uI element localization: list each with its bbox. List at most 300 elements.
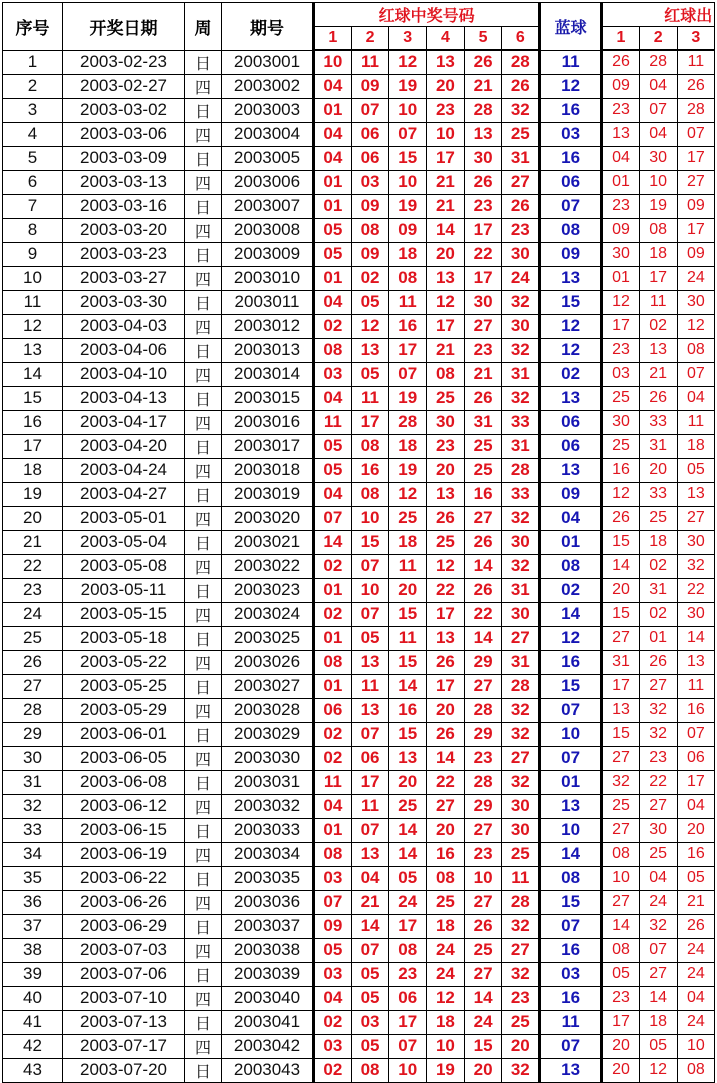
red-ball-cell: 30 [502, 530, 540, 554]
red-ball-cell: 14 [464, 986, 502, 1010]
weekday-cell: 四 [185, 362, 222, 386]
red-out-cell: 20 [602, 578, 640, 602]
red-out-cell: 14 [677, 626, 715, 650]
red-ball-cell: 18 [427, 1010, 465, 1034]
header-red-col-5: 5 [464, 27, 502, 51]
red-ball-cell: 05 [314, 458, 352, 482]
seq-cell: 14 [3, 362, 63, 386]
red-ball-cell: 04 [314, 482, 352, 506]
red-ball-cell: 15 [389, 722, 427, 746]
red-ball-cell: 11 [502, 866, 540, 890]
red-ball-cell: 14 [427, 746, 465, 770]
red-ball-cell: 13 [351, 338, 389, 362]
red-ball-cell: 28 [502, 674, 540, 698]
header-week: 周 [185, 3, 222, 51]
blue-ball-cell: 01 [540, 530, 602, 554]
red-ball-cell: 08 [351, 1058, 389, 1082]
date-cell: 2003-04-17 [63, 410, 185, 434]
red-out-cell: 14 [602, 554, 640, 578]
weekday-cell: 日 [185, 242, 222, 266]
date-cell: 2003-04-27 [63, 482, 185, 506]
table-row [3, 362, 715, 386]
weekday-cell: 四 [185, 122, 222, 146]
red-ball-cell: 23 [427, 98, 465, 122]
table-row [3, 98, 715, 122]
red-ball-cell: 32 [502, 506, 540, 530]
red-ball-cell: 13 [351, 842, 389, 866]
blue-ball-cell: 16 [540, 146, 602, 170]
red-ball-cell: 16 [389, 698, 427, 722]
red-ball-cell: 30 [502, 794, 540, 818]
red-ball-cell: 13 [427, 626, 465, 650]
red-ball-cell: 05 [389, 866, 427, 890]
seq-cell: 18 [3, 458, 63, 482]
red-ball-cell: 32 [502, 698, 540, 722]
date-cell: 2003-05-01 [63, 506, 185, 530]
red-out-cell: 23 [639, 746, 677, 770]
red-out-cell: 12 [677, 314, 715, 338]
red-ball-cell: 14 [314, 530, 352, 554]
blue-ball-cell: 03 [540, 122, 602, 146]
blue-ball-cell: 14 [540, 602, 602, 626]
seq-cell: 10 [3, 266, 63, 290]
red-ball-cell: 28 [464, 698, 502, 722]
red-ball-cell: 10 [351, 578, 389, 602]
table-row [3, 146, 715, 170]
issue-cell: 2003039 [222, 962, 314, 986]
red-ball-cell: 05 [351, 962, 389, 986]
red-ball-cell: 10 [351, 506, 389, 530]
blue-ball-cell: 12 [540, 74, 602, 98]
blue-ball-cell: 11 [540, 50, 602, 74]
red-ball-cell: 10 [427, 122, 465, 146]
blue-ball-cell: 09 [540, 242, 602, 266]
red-ball-cell: 17 [389, 338, 427, 362]
red-out-cell: 16 [677, 842, 715, 866]
weekday-cell: 日 [185, 434, 222, 458]
issue-cell: 2003025 [222, 626, 314, 650]
red-ball-cell: 25 [464, 434, 502, 458]
red-out-cell: 02 [639, 314, 677, 338]
red-ball-cell: 20 [427, 458, 465, 482]
table-row [3, 1010, 715, 1034]
issue-cell: 2003029 [222, 722, 314, 746]
red-ball-cell: 08 [314, 842, 352, 866]
seq-cell: 7 [3, 194, 63, 218]
red-out-cell: 04 [639, 866, 677, 890]
red-ball-cell: 20 [427, 818, 465, 842]
red-ball-cell: 27 [502, 170, 540, 194]
red-ball-cell: 32 [502, 914, 540, 938]
red-ball-cell: 08 [427, 362, 465, 386]
red-ball-cell: 01 [314, 674, 352, 698]
red-ball-cell: 03 [314, 1034, 352, 1058]
red-ball-cell: 03 [351, 1010, 389, 1034]
red-ball-cell: 18 [389, 434, 427, 458]
red-ball-cell: 04 [314, 290, 352, 314]
red-out-cell: 27 [602, 818, 640, 842]
red-ball-cell: 16 [464, 482, 502, 506]
red-ball-cell: 01 [314, 170, 352, 194]
issue-cell: 2003032 [222, 794, 314, 818]
red-ball-cell: 25 [502, 1010, 540, 1034]
table-row [3, 434, 715, 458]
red-ball-cell: 02 [314, 1010, 352, 1034]
red-ball-cell: 21 [427, 338, 465, 362]
red-ball-cell: 01 [314, 818, 352, 842]
red-ball-cell: 16 [351, 458, 389, 482]
red-out-cell: 27 [677, 170, 715, 194]
red-ball-cell: 14 [389, 818, 427, 842]
red-ball-cell: 28 [502, 458, 540, 482]
red-ball-cell: 33 [502, 482, 540, 506]
red-out-cell: 11 [639, 290, 677, 314]
red-ball-cell: 07 [351, 602, 389, 626]
table-row [3, 1034, 715, 1058]
header-red-col-1: 1 [314, 27, 352, 51]
date-cell: 2003-04-24 [63, 458, 185, 482]
red-ball-cell: 23 [427, 434, 465, 458]
red-ball-cell: 05 [314, 938, 352, 962]
red-ball-cell: 12 [389, 482, 427, 506]
table-row [3, 290, 715, 314]
date-cell: 2003-07-10 [63, 986, 185, 1010]
red-ball-cell: 13 [427, 482, 465, 506]
red-ball-cell: 26 [464, 578, 502, 602]
red-out-cell: 25 [639, 506, 677, 530]
table-row [3, 674, 715, 698]
issue-cell: 2003020 [222, 506, 314, 530]
weekday-cell: 日 [185, 482, 222, 506]
date-cell: 2003-03-30 [63, 290, 185, 314]
red-ball-cell: 20 [427, 242, 465, 266]
date-cell: 2003-03-13 [63, 170, 185, 194]
weekday-cell: 四 [185, 410, 222, 434]
seq-cell: 8 [3, 218, 63, 242]
red-ball-cell: 07 [351, 818, 389, 842]
seq-cell: 3 [3, 98, 63, 122]
red-out-cell: 14 [639, 986, 677, 1010]
weekday-cell: 日 [185, 194, 222, 218]
red-ball-cell: 15 [389, 650, 427, 674]
issue-cell: 2003018 [222, 458, 314, 482]
red-out-cell: 12 [602, 290, 640, 314]
issue-cell: 2003004 [222, 122, 314, 146]
red-ball-cell: 29 [464, 794, 502, 818]
red-ball-cell: 32 [502, 1058, 540, 1082]
red-out-cell: 28 [639, 50, 677, 74]
red-out-cell: 26 [677, 914, 715, 938]
blue-ball-cell: 04 [540, 506, 602, 530]
seq-cell: 19 [3, 482, 63, 506]
table-row [3, 722, 715, 746]
red-ball-cell: 13 [427, 50, 465, 74]
red-out-cell: 26 [602, 506, 640, 530]
red-ball-cell: 26 [502, 194, 540, 218]
red-ball-cell: 07 [314, 506, 352, 530]
red-out-cell: 04 [677, 794, 715, 818]
header-red-group: 红球中奖号码 [314, 3, 540, 27]
red-out-cell: 11 [677, 410, 715, 434]
red-ball-cell: 10 [389, 170, 427, 194]
weekday-cell: 四 [185, 74, 222, 98]
header-date: 开奖日期 [63, 3, 185, 51]
date-cell: 2003-03-20 [63, 218, 185, 242]
red-out-cell: 32 [602, 770, 640, 794]
red-out-cell: 17 [677, 770, 715, 794]
blue-ball-cell: 02 [540, 362, 602, 386]
seq-cell: 23 [3, 578, 63, 602]
red-ball-cell: 22 [464, 602, 502, 626]
issue-cell: 2003036 [222, 890, 314, 914]
red-ball-cell: 02 [314, 722, 352, 746]
red-ball-cell: 04 [314, 386, 352, 410]
header-out-group: 红球出 [602, 3, 715, 27]
red-out-cell: 27 [602, 890, 640, 914]
red-ball-cell: 17 [464, 266, 502, 290]
weekday-cell: 四 [185, 1034, 222, 1058]
weekday-cell: 日 [185, 146, 222, 170]
issue-cell: 2003001 [222, 50, 314, 74]
red-ball-cell: 04 [314, 74, 352, 98]
red-out-cell: 05 [602, 962, 640, 986]
red-ball-cell: 17 [427, 602, 465, 626]
table-row [3, 554, 715, 578]
issue-cell: 2003031 [222, 770, 314, 794]
date-cell: 2003-05-04 [63, 530, 185, 554]
red-ball-cell: 06 [351, 122, 389, 146]
date-cell: 2003-05-08 [63, 554, 185, 578]
red-ball-cell: 04 [314, 986, 352, 1010]
table-row [3, 314, 715, 338]
seq-cell: 39 [3, 962, 63, 986]
blue-ball-cell: 07 [540, 746, 602, 770]
red-ball-cell: 32 [502, 554, 540, 578]
red-ball-cell: 30 [427, 410, 465, 434]
red-ball-cell: 23 [464, 194, 502, 218]
red-ball-cell: 15 [351, 530, 389, 554]
date-cell: 2003-07-03 [63, 938, 185, 962]
red-ball-cell: 23 [464, 842, 502, 866]
blue-ball-cell: 16 [540, 98, 602, 122]
date-cell: 2003-05-18 [63, 626, 185, 650]
red-ball-cell: 32 [502, 770, 540, 794]
weekday-cell: 日 [185, 50, 222, 74]
table-row [3, 482, 715, 506]
date-cell: 2003-02-23 [63, 50, 185, 74]
issue-cell: 2003003 [222, 98, 314, 122]
red-ball-cell: 07 [351, 98, 389, 122]
red-ball-cell: 33 [502, 410, 540, 434]
red-ball-cell: 32 [502, 338, 540, 362]
weekday-cell: 日 [185, 530, 222, 554]
date-cell: 2003-03-16 [63, 194, 185, 218]
red-out-cell: 20 [677, 818, 715, 842]
table-row [3, 266, 715, 290]
red-ball-cell: 14 [389, 674, 427, 698]
seq-cell: 33 [3, 818, 63, 842]
weekday-cell: 四 [185, 698, 222, 722]
blue-ball-cell: 07 [540, 1034, 602, 1058]
red-ball-cell: 28 [502, 50, 540, 74]
weekday-cell: 四 [185, 266, 222, 290]
weekday-cell: 日 [185, 386, 222, 410]
red-ball-cell: 27 [464, 506, 502, 530]
red-ball-cell: 10 [389, 1058, 427, 1082]
red-ball-cell: 02 [314, 1058, 352, 1082]
issue-cell: 2003021 [222, 530, 314, 554]
red-out-cell: 04 [602, 146, 640, 170]
seq-cell: 17 [3, 434, 63, 458]
red-ball-cell: 26 [464, 914, 502, 938]
red-out-cell: 09 [677, 194, 715, 218]
red-ball-cell: 07 [389, 1034, 427, 1058]
red-ball-cell: 01 [314, 98, 352, 122]
table-row [3, 962, 715, 986]
red-ball-cell: 25 [464, 938, 502, 962]
red-ball-cell: 01 [314, 194, 352, 218]
seq-cell: 37 [3, 914, 63, 938]
red-ball-cell: 06 [351, 146, 389, 170]
red-ball-cell: 01 [314, 266, 352, 290]
red-out-cell: 30 [677, 290, 715, 314]
red-out-cell: 22 [677, 578, 715, 602]
table-row [3, 506, 715, 530]
seq-cell: 12 [3, 314, 63, 338]
red-out-cell: 23 [602, 986, 640, 1010]
blue-ball-cell: 16 [540, 986, 602, 1010]
seq-cell: 40 [3, 986, 63, 1010]
red-ball-cell: 14 [351, 914, 389, 938]
seq-cell: 42 [3, 1034, 63, 1058]
red-ball-cell: 11 [389, 554, 427, 578]
blue-ball-cell: 13 [540, 458, 602, 482]
red-out-cell: 33 [639, 482, 677, 506]
table-row [3, 1058, 715, 1082]
issue-cell: 2003015 [222, 386, 314, 410]
seq-cell: 9 [3, 242, 63, 266]
red-out-cell: 25 [639, 842, 677, 866]
header-issue: 期号 [222, 3, 314, 51]
red-ball-cell: 17 [389, 914, 427, 938]
issue-cell: 2003040 [222, 986, 314, 1010]
weekday-cell: 日 [185, 674, 222, 698]
red-ball-cell: 27 [502, 626, 540, 650]
red-ball-cell: 22 [427, 578, 465, 602]
blue-ball-cell: 13 [540, 266, 602, 290]
seq-cell: 41 [3, 1010, 63, 1034]
red-ball-cell: 11 [389, 290, 427, 314]
header-out-col-2: 2 [639, 27, 677, 51]
red-out-cell: 30 [602, 410, 640, 434]
red-out-cell: 18 [639, 1010, 677, 1034]
table-row [3, 170, 715, 194]
red-ball-cell: 16 [427, 842, 465, 866]
table-row [3, 890, 715, 914]
red-ball-cell: 26 [464, 50, 502, 74]
red-out-cell: 26 [639, 386, 677, 410]
weekday-cell: 四 [185, 938, 222, 962]
red-ball-cell: 17 [427, 314, 465, 338]
red-ball-cell: 18 [389, 242, 427, 266]
red-out-cell: 32 [639, 914, 677, 938]
red-out-cell: 14 [602, 914, 640, 938]
date-cell: 2003-06-22 [63, 866, 185, 890]
red-ball-cell: 11 [389, 626, 427, 650]
red-ball-cell: 20 [389, 578, 427, 602]
issue-cell: 2003030 [222, 746, 314, 770]
red-ball-cell: 25 [427, 386, 465, 410]
red-ball-cell: 23 [389, 962, 427, 986]
red-ball-cell: 09 [389, 218, 427, 242]
red-out-cell: 19 [639, 194, 677, 218]
red-ball-cell: 11 [351, 794, 389, 818]
red-out-cell: 11 [677, 50, 715, 74]
red-out-cell: 11 [677, 674, 715, 698]
issue-cell: 2003033 [222, 818, 314, 842]
table-row [3, 842, 715, 866]
red-out-cell: 17 [602, 674, 640, 698]
red-ball-cell: 04 [314, 794, 352, 818]
red-ball-cell: 18 [389, 530, 427, 554]
date-cell: 2003-02-27 [63, 74, 185, 98]
header-red-col-4: 4 [427, 27, 465, 51]
weekday-cell: 四 [185, 314, 222, 338]
red-out-cell: 01 [602, 170, 640, 194]
date-cell: 2003-06-15 [63, 818, 185, 842]
weekday-cell: 日 [185, 98, 222, 122]
weekday-cell: 四 [185, 794, 222, 818]
seq-cell: 27 [3, 674, 63, 698]
red-out-cell: 31 [639, 434, 677, 458]
red-out-cell: 09 [602, 218, 640, 242]
red-ball-cell: 31 [502, 434, 540, 458]
red-ball-cell: 26 [502, 74, 540, 98]
blue-ball-cell: 08 [540, 866, 602, 890]
red-ball-cell: 32 [502, 98, 540, 122]
red-out-cell: 26 [602, 50, 640, 74]
table-row [3, 914, 715, 938]
red-out-cell: 30 [639, 818, 677, 842]
red-out-cell: 27 [639, 794, 677, 818]
blue-ball-cell: 16 [540, 938, 602, 962]
red-out-cell: 17 [602, 1010, 640, 1034]
red-ball-cell: 25 [427, 890, 465, 914]
red-ball-cell: 23 [502, 986, 540, 1010]
red-ball-cell: 25 [389, 794, 427, 818]
red-out-cell: 23 [602, 98, 640, 122]
red-ball-cell: 27 [427, 794, 465, 818]
red-out-cell: 01 [639, 626, 677, 650]
red-ball-cell: 31 [502, 650, 540, 674]
date-cell: 2003-03-23 [63, 242, 185, 266]
red-ball-cell: 21 [427, 194, 465, 218]
seq-cell: 6 [3, 170, 63, 194]
red-ball-cell: 15 [389, 602, 427, 626]
date-cell: 2003-07-20 [63, 1058, 185, 1082]
red-ball-cell: 19 [389, 194, 427, 218]
red-ball-cell: 25 [502, 842, 540, 866]
issue-cell: 2003023 [222, 578, 314, 602]
red-ball-cell: 07 [351, 554, 389, 578]
blue-ball-cell: 03 [540, 962, 602, 986]
red-ball-cell: 01 [314, 626, 352, 650]
seq-cell: 20 [3, 506, 63, 530]
red-out-cell: 04 [677, 386, 715, 410]
red-ball-cell: 30 [502, 314, 540, 338]
red-ball-cell: 28 [502, 890, 540, 914]
red-out-cell: 02 [639, 602, 677, 626]
